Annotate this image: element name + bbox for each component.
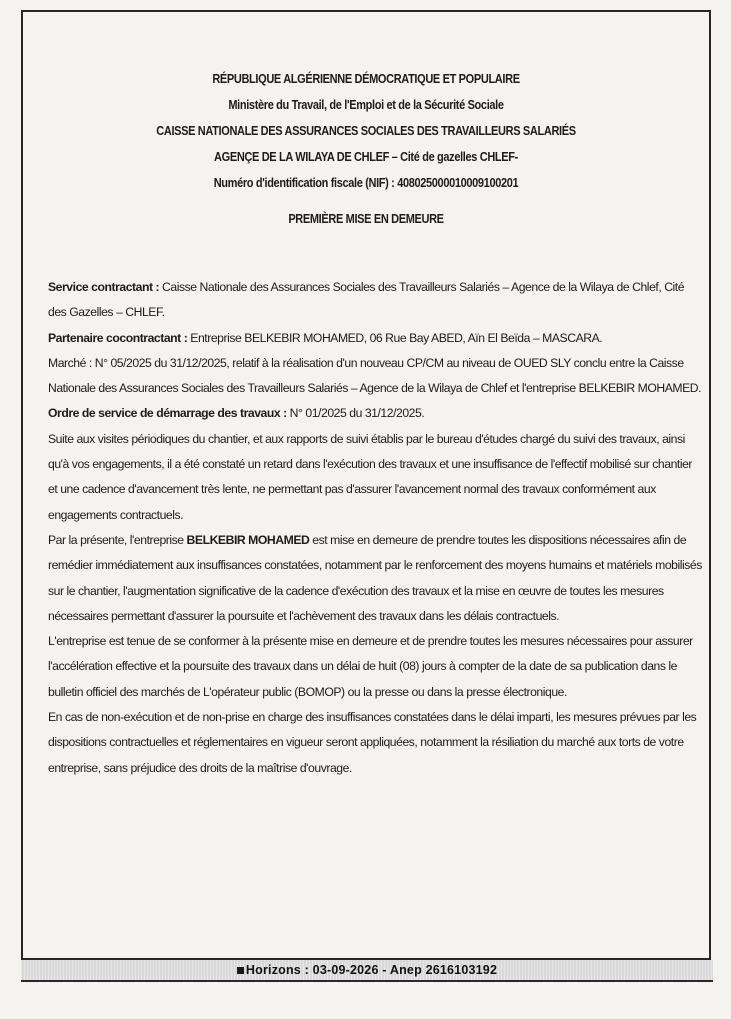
entreprise-name: BELKEBIR MOHAMED xyxy=(186,532,310,547)
ordre-label: Ordre de service de démarrage des travaux : xyxy=(48,406,287,421)
partenaire xyxy=(48,326,704,351)
header-nif: Numéro d'identification fiscale (NIF) : 408025000010009100201 xyxy=(213,176,519,190)
para2-start: Par la présente, l'entreprise xyxy=(48,532,187,547)
paragraph-mise-en-demeure xyxy=(48,528,704,629)
header-republic: RÉPUBLIQUE ALGÉRIENNE DÉMOCRATIQUE ET POPULAIRE xyxy=(212,72,520,86)
square-bullet-icon xyxy=(237,967,244,974)
footer-text: Horizons : 03-09-2026 - Anep 2616103192 xyxy=(245,963,498,977)
paragraph-sanctions: En cas de non-exécution et de non-prise en charge des insuffisances constatées dans le délai imparti, les mesures prévues par les dispositions contractuelles et réglementaires en vigueur seront appliquées, notamment la résiliation du marché aux torts de votre entreprise, sans préjudice des droits de la maîtrise d'ouvrage. xyxy=(48,710,697,775)
header-agence: AGENÇE DE LA WILAYA DE CHLEF – Cité de gazelles CHLEF- xyxy=(214,150,518,164)
partenaire-label: Partenaire cocontractant : xyxy=(48,330,188,345)
service-text: Caisse Nationale des Assurances Sociales des Travailleurs Salariés – Agence de la Wilaya de Chlef, Cité des Gazelles – CHLEF. xyxy=(48,280,685,320)
header-caisse: CAISSE NATIONALE DES ASSURANCES SOCIALES DES TRAVAILLEURS SALARIÉS xyxy=(156,124,576,138)
letterhead xyxy=(23,66,709,232)
publication-footer xyxy=(21,960,713,982)
notice-body xyxy=(48,275,704,781)
header-ministry: Ministère du Travail, de l'Emploi et de la Sécurité Sociale xyxy=(228,98,504,112)
para2-end: est mise en demeure de prendre toutes les dispositions nécessaires afin de remédier immédiatement aux insuffisances constatées, notamment par le renforcement des moyens humains et matériels mobilisés sur le chantier, l'augmentation significative de la cadence d'exécution des travaux et la mise en œuvre de toutes les mesures nécessaires permettant d'assurer la poursuite et l'achèvement des travaux dans les délais contractuels. xyxy=(48,532,702,623)
partenaire-text: Entreprise BELKEBIR MOHAMED, 06 Rue Bay ABED, Aïn El Beïda – MASCARA. xyxy=(187,330,603,345)
service-label: Service contractant : xyxy=(48,280,160,294)
paragraph-retard: Suite aux visites périodiques du chantier, et aux rapports de suivi établis par le bureau d'études chargé du suivi des travaux, ainsi qu'à vos engagements, il a été constaté un retard dans l'exécution des travaux et une insuffisance de l'effectif mobilisé sur chantier et une cadence d'avancement très lente, ne permettant pas d'assurer l'avancement normal des travaux conformément aux engagements contractuels. xyxy=(48,431,693,522)
ordre-text: N° 01/2025 du 31/12/2025. xyxy=(286,406,425,421)
service-contractant xyxy=(48,275,704,326)
marche: Marché : N° 05/2025 du 31/12/2025, relatif à la réalisation d'un nouveau CP/CM au niveau de OUED SLY conclu entre la Caisse Nationale des Assurances Sociales des Travailleurs Salariés – Agence de la Wilaya de Chlef et l'entreprise BELKEBIR MOHAMED. xyxy=(48,355,702,396)
notice-title: PREMIÈRE MISE EN DEMEURE xyxy=(288,212,444,226)
paragraph-delai: L'entreprise est tenue de se conformer à la présente mise en demeure et de prendre toutes les mesures nécessaires pour assurer l'accélération effective et la poursuite des travaux dans un délai de huit (08) jours à compter de la date de sa publication dans le bulletin officiel des marchés de L'opérateur public (BOMOP) ou la presse ou dans la presse électronique. xyxy=(48,634,693,699)
ordre-service xyxy=(48,401,704,426)
